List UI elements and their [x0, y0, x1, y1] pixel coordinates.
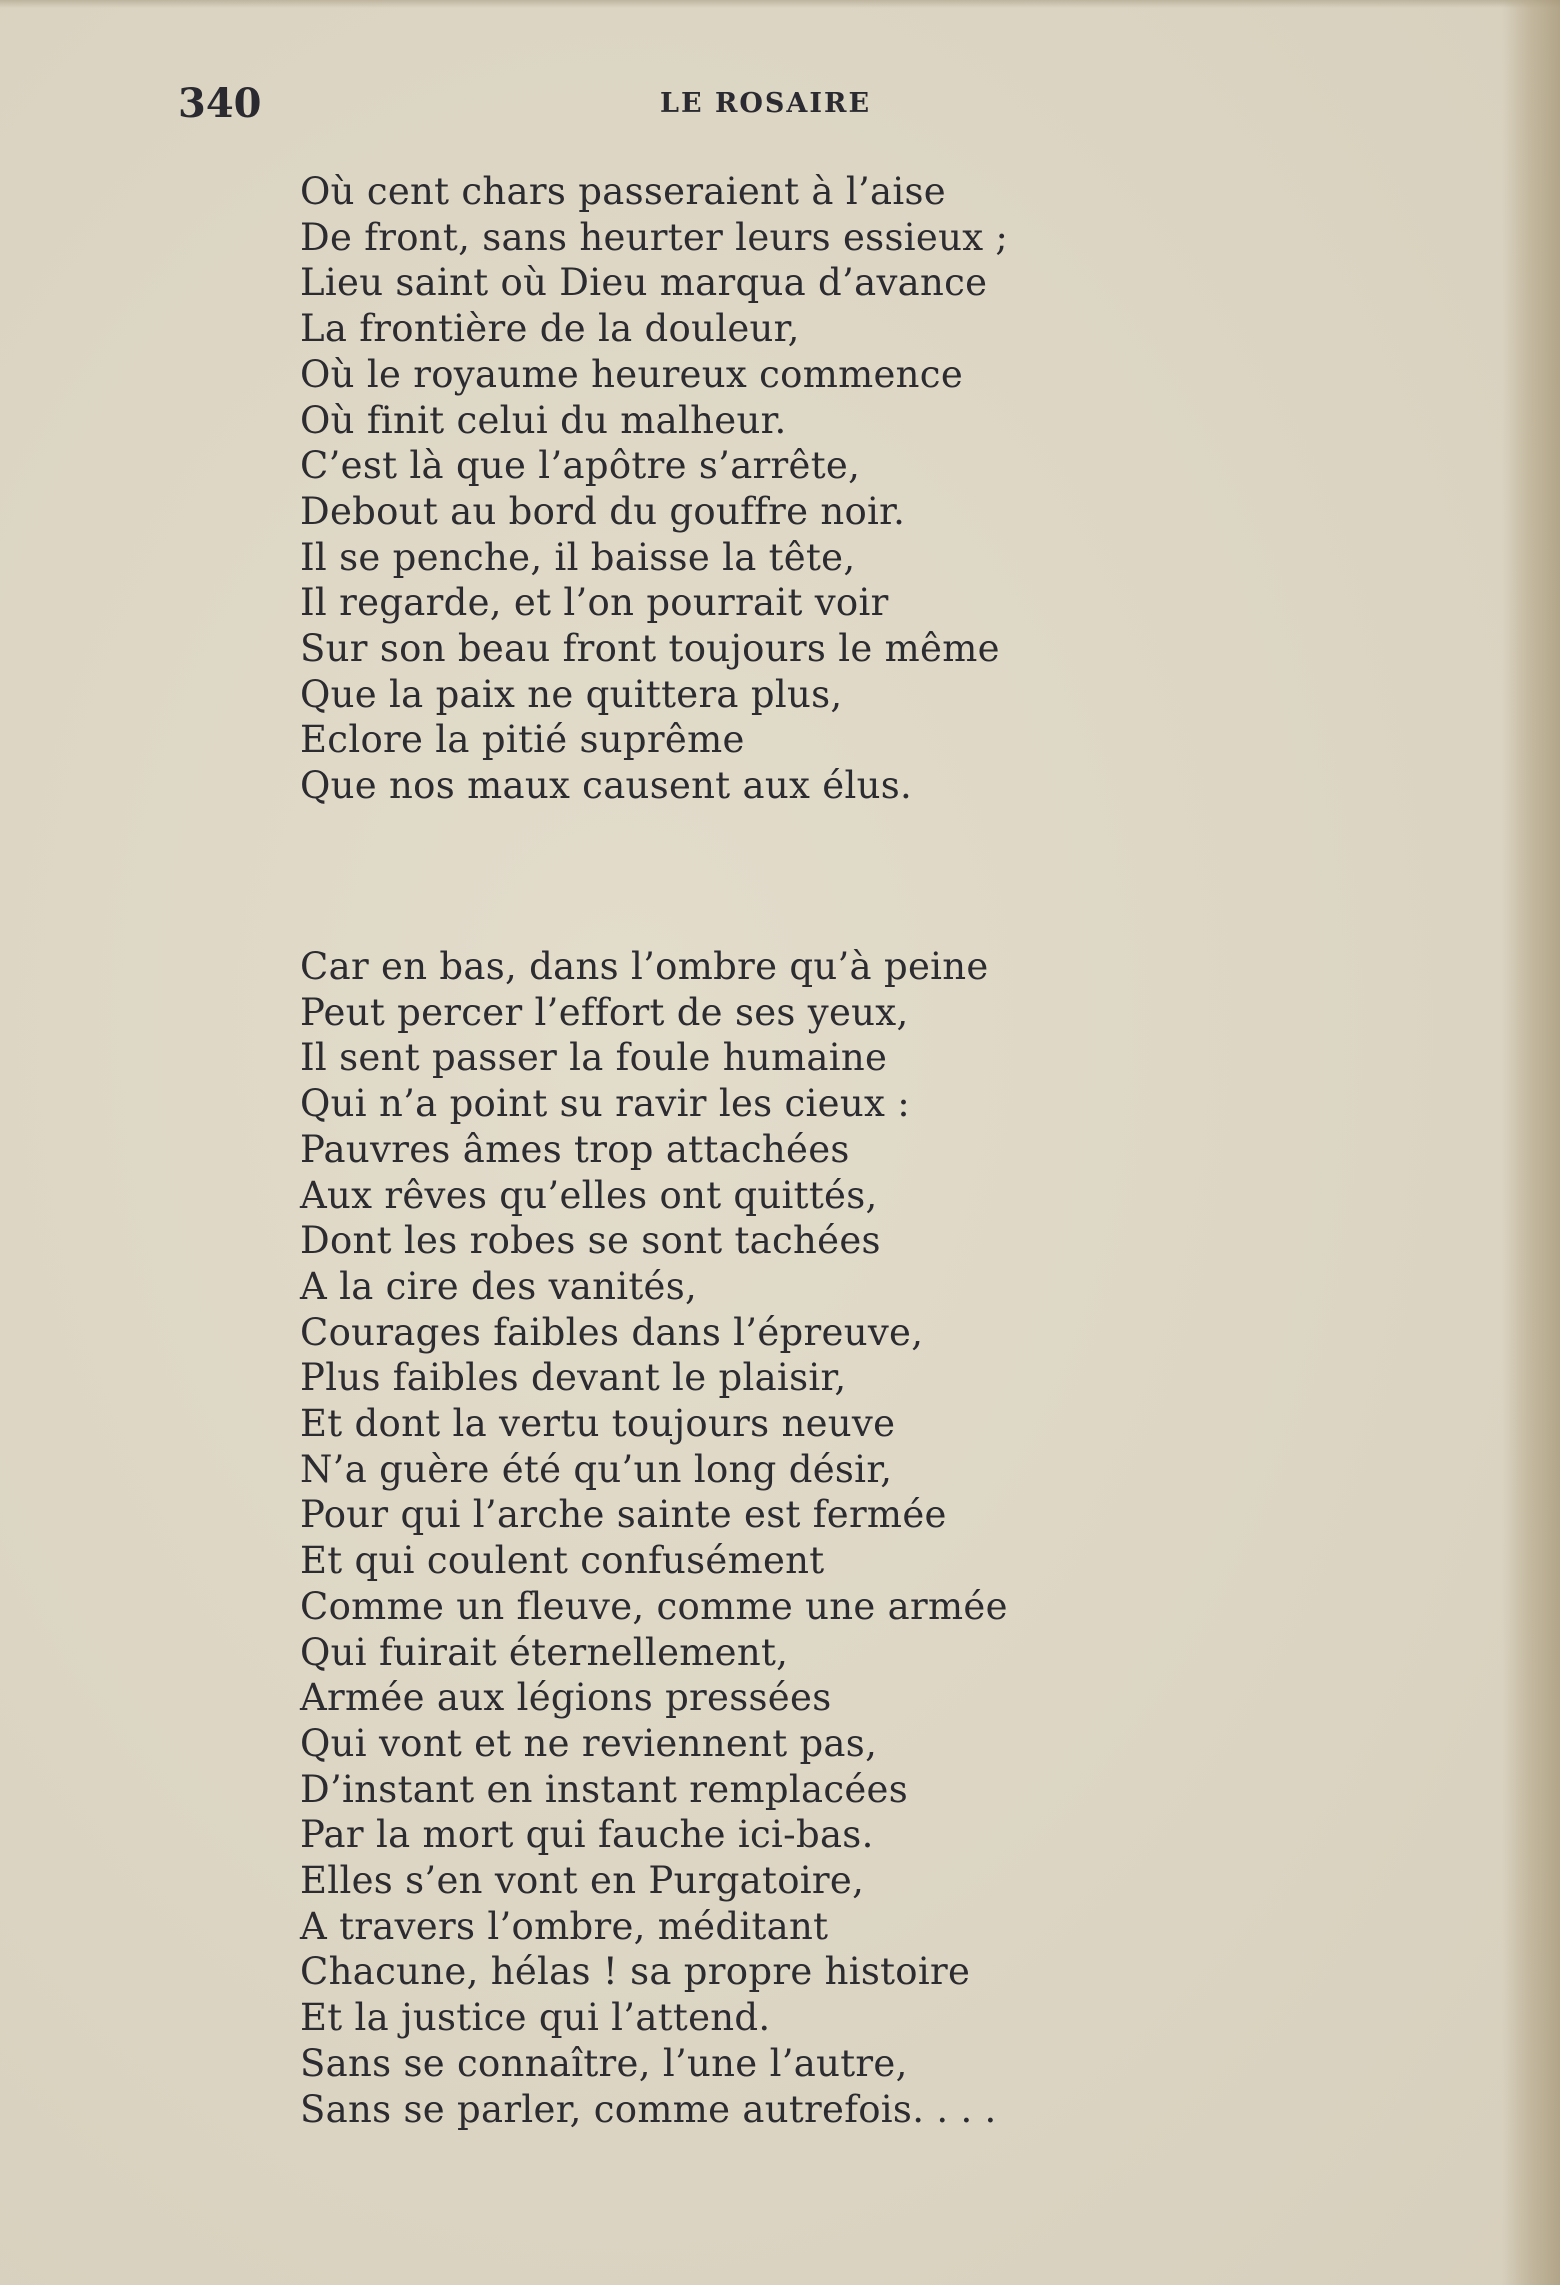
verse-line: Sans se parler, comme autrefois. . . .	[300, 2087, 997, 2131]
verse-line: Sans se connaître, l’une l’autre,	[300, 2041, 908, 2085]
poem-stanza-2	[300, 944, 1008, 2132]
verse-line: La frontière de la douleur,	[300, 307, 800, 351]
verse-line: A la cire des vanités,	[300, 1264, 698, 1308]
verse-line: Sur son beau front toujours le même	[300, 627, 1000, 671]
running-title: LE ROSAIRE	[660, 88, 872, 119]
verse-line: Il sent passer la foule humaine	[300, 1036, 888, 1080]
verse-line: Plus faibles devant le plaisir,	[300, 1356, 847, 1400]
page-gutter-edge	[1502, 0, 1560, 2285]
verse-line: Chacune, hélas ! sa propre histoire	[300, 1950, 971, 1994]
verse-line: Que la paix ne quittera plus,	[300, 672, 843, 716]
verse-line: Car en bas, dans l’ombre qu’à peine	[300, 945, 989, 988]
verse-line: Eclore la pitié suprême	[300, 718, 745, 762]
verse-line: Et dont la vertu toujours neuve	[300, 1402, 896, 1446]
page-top-edge	[0, 0, 1560, 8]
verse-line: Qui vont et ne reviennent pas,	[300, 1721, 878, 1765]
verse-line: Aux rêves qu’elles ont quittés,	[300, 1173, 878, 1217]
verse-line: Où le royaume heureux commence	[300, 352, 964, 396]
verse-line: Dont les robes se sont tachées	[300, 1219, 881, 1263]
poem-stanza-1	[300, 169, 1008, 809]
verse-line: Courages faibles dans l’épreuve,	[300, 1310, 924, 1354]
verse-line: Qui fuirait éternellement,	[300, 1630, 789, 1674]
verse-line: D’instant en instant remplacées	[300, 1767, 909, 1811]
verse-line: Il se penche, il baisse la tête,	[300, 535, 856, 579]
verse-line: Debout au bord du gouffre noir.	[300, 489, 906, 533]
verse-line: Comme un fleuve, comme une armée	[300, 1584, 1008, 1628]
verse-line: Où finit celui du malheur.	[300, 398, 787, 442]
verse-line: Où cent chars passeraient à l’aise	[300, 170, 946, 213]
verse-line: N’a guère été qu’un long désir,	[300, 1447, 893, 1491]
verse-line: Pour qui l’arche sainte est fermée	[300, 1493, 947, 1537]
verse-line: De front, sans heurter leurs essieux ;	[300, 215, 1009, 259]
verse-line: Il regarde, et l’on pourrait voir	[300, 581, 889, 625]
verse-line: Lieu saint où Dieu marqua d’avance	[300, 261, 988, 305]
verse-line: Pauvres âmes trop attachées	[300, 1127, 850, 1171]
verse-line: Qui n’a point su ravir les cieux :	[300, 1082, 910, 1126]
verse-line: Et la justice qui l’attend.	[300, 1996, 771, 2040]
page-number: 340	[178, 80, 262, 127]
verse-line: A travers l’ombre, méditant	[300, 1904, 829, 1948]
verse-line: Peut percer l’effort de ses yeux,	[300, 990, 909, 1034]
verse-line: Armée aux légions pressées	[300, 1676, 832, 1720]
verse-line: Que nos maux causent aux élus.	[300, 764, 913, 808]
verse-line: Et qui coulent confusément	[300, 1539, 825, 1583]
verse-line: Par la mort qui fauche ici-bas.	[300, 1813, 874, 1857]
verse-line: Elles s’en vont en Purgatoire,	[300, 1859, 865, 1903]
verse-line: C’est là que l’apôtre s’arrête,	[300, 444, 861, 488]
